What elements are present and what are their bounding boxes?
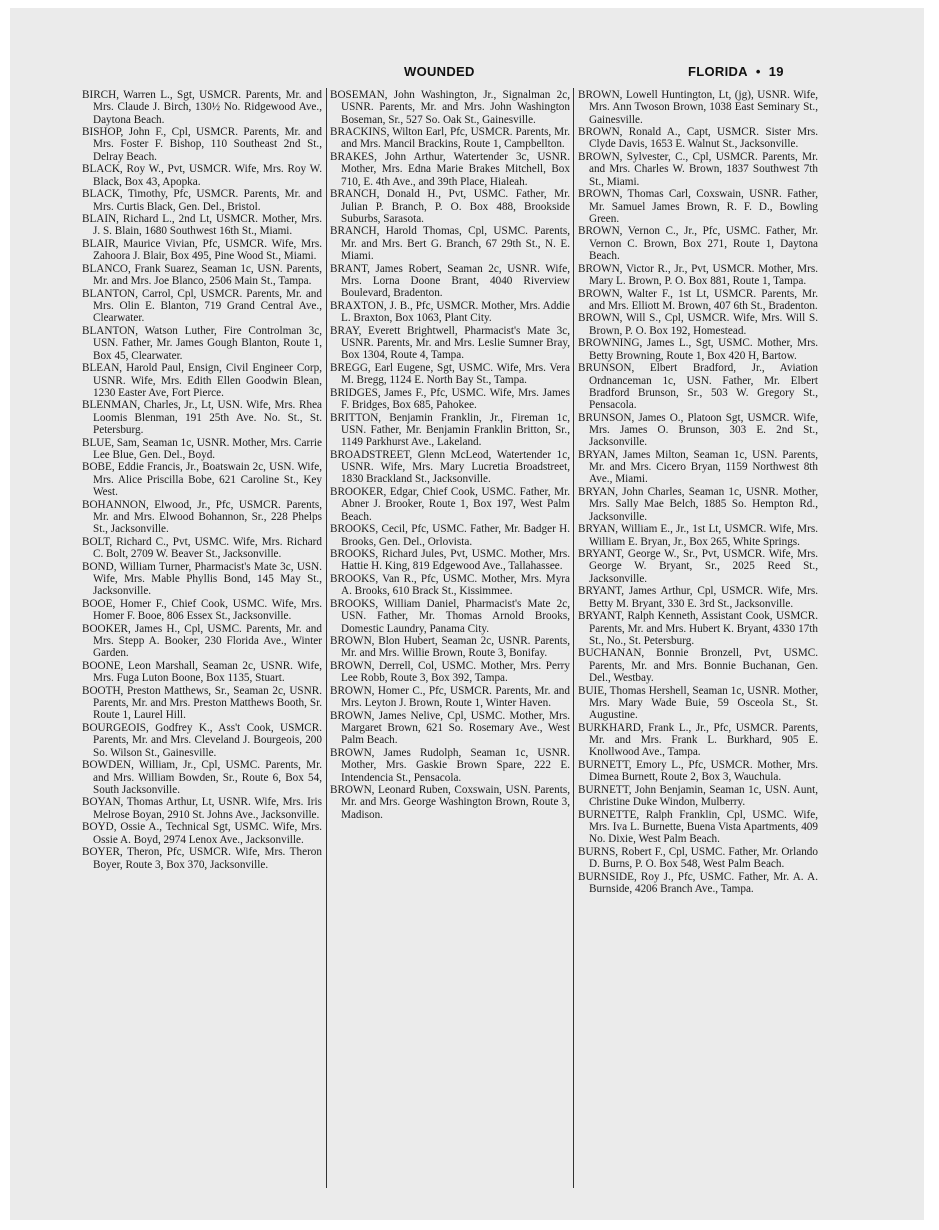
casualty-entry: BRAKES, John Arthur, Watertender 3c, USNR. Mother, Mrs. Edna Marie Brakes Mitchell, Box 710, E. 4th Ave., and 39th Place, Hialeah. bbox=[330, 151, 570, 188]
casualty-entry: BROWN, Victor R., Jr., Pvt, USMCR. Mother, Mrs. Mary L. Brown, P. O. Box 881, Route 1, Tampa. bbox=[578, 262, 818, 287]
casualty-entry: BOBE, Eddie Francis, Jr., Boatswain 2c, USN. Wife, Mrs. Alice Priscilla Bobe, 621 Caroline St., Key West. bbox=[82, 461, 322, 499]
casualty-entry: BROWN, Walter F., 1st Lt, USMCR. Parents, Mr. and Mrs. Elliott M. Brown, 407 6th St., Bradenton. bbox=[578, 287, 818, 312]
running-header bbox=[688, 64, 784, 79]
casualty-entry: BROADSTREET, Glenn McLeod, Watertender 1c, USNR. Wife, Mrs. Mary Lucretia Broadstreet, 1830 Brackland St., Jacksonville. bbox=[330, 448, 570, 486]
casualty-entry: BRYAN, James Milton, Seaman 1c, USN. Parents, Mr. and Mrs. Cicero Bryan, 1159 Northwest 8th Ave., Miami. bbox=[578, 448, 818, 486]
casualty-entry: BLACK, Roy W., Pvt, USMCR. Wife, Mrs. Roy W. Black, Box 43, Apopka. bbox=[82, 163, 322, 188]
casualty-entry: BLANTON, Watson Luther, Fire Controlman 3c, USN. Father, Mr. James Gough Blanton, Route 1, Box 45, Clearwater. bbox=[82, 325, 322, 362]
casualty-entry: BOONE, Leon Marshall, Seaman 2c, USNR. Wife, Mrs. Fuga Luton Boone, Box 1135, Stuart. bbox=[82, 660, 322, 685]
casualty-entry: BOOKER, James H., Cpl, USMC. Parents, Mr. and Mrs. Stepp A. Booker, 230 Florida Ave., Winter Garden. bbox=[82, 622, 322, 660]
casualty-entry: BURNSIDE, Roy J., Pfc, USMC. Father, Mr. A. A. Burnside, 4206 Branch Ave., Tampa. bbox=[578, 870, 818, 896]
casualty-entry: BOYAN, Thomas Arthur, Lt, USNR. Wife, Mrs. Iris Melrose Boyan, 2910 St. Johns Ave., Jacksonville. bbox=[82, 796, 322, 821]
casualty-entry: BROWN, Leonard Ruben, Coxswain, USN. Parents, Mr. and Mrs. George Washington Brown, Route 3, Madison. bbox=[330, 784, 570, 821]
casualty-entry: BRYANT, George W., Sr., Pvt, USMCR. Wife, Mrs. George W. Bryant, Sr., 2025 Reed St., Jacksonville. bbox=[578, 548, 818, 585]
casualty-entry: BOYD, Ossie A., Technical Sgt, USMC. Wife, Mrs. Ossie A. Boyd, 2974 Lenox Ave., Jacksonville. bbox=[82, 821, 322, 846]
casualty-entry: BRYANT, James Arthur, Cpl, USMCR. Wife, Mrs. Betty M. Bryant, 330 E. 3rd St., Jacksonville. bbox=[578, 585, 818, 610]
casualty-entry: BLANTON, Carrol, Cpl, USMCR. Parents, Mr. and Mrs. Olin E. Blanton, 719 Grand Central Ave., Clearwater. bbox=[82, 287, 322, 325]
casualty-entry: BOLT, Richard C., Pvt, USMC. Wife, Mrs. Richard C. Bolt, 2709 W. Beaver St., Jacksonville. bbox=[82, 535, 322, 561]
casualty-entry: BROWN, Will S., Cpl, USMCR. Wife, Mrs. Will S. Brown, P. O. Box 192, Homestead. bbox=[578, 312, 818, 337]
casualty-entry: BRUNSON, Elbert Bradford, Jr., Aviation Ordnanceman 1c, USN. Father, Mr. Elbert Bradford Brunson, Sr., 503 W. Gregory St., Pensacola. bbox=[578, 362, 818, 412]
section-heading: WOUNDED bbox=[404, 64, 475, 79]
casualty-entry: BOWDEN, William, Jr., Cpl, USMC. Parents, Mr. and Mrs. William Bowden, Sr., Route 6, Box 54, South Jacksonville. bbox=[82, 759, 322, 796]
casualty-entry: BUIE, Thomas Hershell, Seaman 1c, USNR. Mother, Mrs. Mary Wade Buie, 59 Osceola St., St. Augustine. bbox=[578, 684, 818, 722]
casualty-entry: BROWN, James Rudolph, Seaman 1c, USNR. Mother, Mrs. Gaskie Brown Spare, 222 E. Intendencia St., Pensacola. bbox=[330, 746, 570, 784]
casualty-entry: BOND, William Turner, Pharmacist's Mate 3c, USN. Wife, Mrs. Mable Phyllis Bond, 145 May St., Jacksonville. bbox=[82, 560, 322, 598]
casualty-entry: BROOKS, William Daniel, Pharmacist's Mate 2c, USN. Father, Mr. Thomas Arnold Brooks, Domestic Laundry, Panama City. bbox=[330, 597, 570, 635]
casualty-entry: BREGG, Earl Eugene, Sgt, USMC. Wife, Mrs. Vera M. Bregg, 1124 E. North Bay St., Tampa. bbox=[330, 361, 570, 387]
casualty-entry: BOOE, Homer F., Chief Cook, USMC. Wife, Mrs. Homer F. Booe, 806 Essex St., Jacksonville. bbox=[82, 597, 322, 623]
state-name: FLORIDA bbox=[688, 64, 748, 79]
casualty-entry: BRANT, James Robert, Seaman 2c, USNR. Wife, Mrs. Lorna Doone Brant, 4040 Riverview Boulevard, Bradenton. bbox=[330, 262, 570, 300]
casualty-entry: BLEAN, Harold Paul, Ensign, Civil Engineer Corp, USNR. Wife, Mrs. Edith Ellen Goodwin Blean, 1230 Easter Ave, Fort Pierce. bbox=[82, 362, 322, 399]
casualty-entry: BISHOP, John F., Cpl, USMCR. Parents, Mr. and Mrs. Foster F. Bishop, 110 Southeast 2nd St., Delray Beach. bbox=[82, 126, 322, 163]
casualty-entry: BOSEMAN, John Washington, Jr., Signalman 2c, USNR. Parents, Mr. and Mrs. John Washington Boseman, Sr., 527 So. Oak St., Gainesville. bbox=[330, 89, 570, 126]
casualty-entry: BROOKS, Richard Jules, Pvt, USMC. Mother, Mrs. Hattie H. King, 819 Edgewood Ave., Tallahassee. bbox=[330, 548, 570, 573]
casualty-entry: BIRCH, Warren L., Sgt, USMCR. Parents, Mr. and Mrs. Claude J. Birch, 130½ No. Ridgewood Ave., Daytona Beach. bbox=[82, 89, 322, 126]
casualty-entry: BRITTON, Benjamin Franklin, Jr., Fireman 1c, USN. Father, Mr. Benjamin Franklin Britton, Sr., 1149 Parkhurst Ave., Lakeland. bbox=[330, 411, 570, 449]
casualty-entry: BROWN, Lowell Huntington, Lt, (jg), USNR. Wife, Mrs. Ann Twoson Brown, 1038 East Seminary St., Gainesville. bbox=[578, 89, 818, 126]
column-divider bbox=[573, 88, 574, 1188]
bullet-separator: • bbox=[755, 64, 761, 79]
casualty-entry: BROOKS, Cecil, Pfc, USMC. Father, Mr. Badger H. Brooks, Gen. Del., Orlovista. bbox=[330, 523, 570, 548]
casualty-entry: BRUNSON, James O., Platoon Sgt, USMCR. Wife, Mrs. James O. Brunson, 303 E. 2nd St., Jacksonville. bbox=[578, 411, 818, 449]
casualty-entry: BUCHANAN, Bonnie Bronzell, Pvt, USMC. Parents, Mr. and Mrs. Bonnie Buchanan, Gen. Del., Westbay. bbox=[578, 647, 818, 684]
casualty-entry: BROWN, Blon Hubert, Seaman 2c, USNR. Parents, Mr. and Mrs. Willie Brown, Route 3, Bonifay. bbox=[330, 635, 570, 660]
casualty-entry: BURNETT, Emory L., Pfc, USMCR. Mother, Mrs. Dimea Burnett, Route 2, Box 3, Wauchula. bbox=[578, 758, 818, 784]
casualty-entry: BLANCO, Frank Suarez, Seaman 1c, USN. Parents, Mr. and Mrs. Joe Blanco, 2506 Main St., Tampa. bbox=[82, 262, 322, 288]
casualty-entry: BRIDGES, James F., Pfc, USMC. Wife, Mrs. James F. Bridges, Box 685, Pahokee. bbox=[330, 386, 570, 412]
casualty-entry: BRACKINS, Wilton Earl, Pfc, USMCR. Parents, Mr. and Mrs. Mancil Brackins, Route 1, Campbellton. bbox=[330, 126, 570, 151]
document-page bbox=[10, 8, 924, 1220]
casualty-entry: BRANCH, Harold Thomas, Cpl, USMC. Parents, Mr. and Mrs. Bert G. Branch, 67 29th St., N. E. Miami. bbox=[330, 225, 570, 263]
casualty-entry: BROWN, Homer C., Pfc, USMCR. Parents, Mr. and Mrs. Leyton J. Brown, Route 1, Winter Haven. bbox=[330, 684, 570, 710]
casualty-entry: BRANCH, Donald H., Pvt, USMC. Father, Mr. Julian P. Branch, P. O. Box 488, Brookside Suburbs, Sarasota. bbox=[330, 188, 570, 225]
casualty-entry: BROWN, Vernon C., Jr., Pfc, USMC. Father, Mr. Vernon C. Brown, Box 271, Route 1, Daytona Beach. bbox=[578, 225, 818, 263]
casualty-entry: BURNETTE, Ralph Franklin, Cpl, USMC. Wife, Mrs. Iva L. Burnette, Buena Vista Apartments, 409 No. Dixie, West Palm Beach. bbox=[578, 808, 818, 846]
casualty-entry: BRAY, Everett Brightwell, Pharmacist's Mate 3c, USNR. Parents, Mr. and Mrs. Leslie Sumner Bray, Box 1304, Route 4, Tampa. bbox=[330, 324, 570, 362]
casualty-entry: BROOKER, Edgar, Chief Cook, USMC. Father, Mr. Abner J. Brooker, Route 1, Box 197, West Palm Beach. bbox=[330, 486, 570, 523]
casualty-entry: BURNETT, John Benjamin, Seaman 1c, USN. Aunt, Christine Duke Windon, Mulberry. bbox=[578, 783, 818, 809]
column-2 bbox=[330, 89, 570, 821]
column-1 bbox=[82, 89, 322, 871]
casualty-entry: BROWNING, James L., Sgt, USMC. Mother, Mrs. Betty Browning, Route 1, Box 420 H, Bartow. bbox=[578, 337, 818, 362]
casualty-entry: BLENMAN, Charles, Jr., Lt, USN. Wife, Mrs. Rhea Loomis Blenman, 191 25th Ave. No. St., St. Petersburg. bbox=[82, 399, 322, 436]
casualty-entry: BURNS, Robert F., Cpl, USMC. Father, Mr. Orlando D. Burns, P. O. Box 548, West Palm Beach. bbox=[578, 845, 818, 871]
page-number: 19 bbox=[768, 64, 784, 79]
casualty-entry: BROWN, James Nelive, Cpl, USMC. Mother, Mrs. Margaret Brown, 621 So. Rosemary Ave., West Palm Beach. bbox=[330, 709, 570, 747]
casualty-entry: BOYER, Theron, Pfc, USMCR. Wife, Mrs. Theron Boyer, Route 3, Box 370, Jacksonville. bbox=[82, 846, 322, 871]
casualty-entry: BURKHARD, Frank L., Jr., Pfc, USMCR. Parents, Mr. and Mrs. Frank L. Burkhard, 905 E. Knollwood Ave., Tampa. bbox=[578, 721, 818, 759]
casualty-entry: BOURGEOIS, Godfrey K., Ass't Cook, USMCR. Parents, Mr. and Mrs. Cleveland J. Bourgeois, 200 So. Wilson St., Gainesville. bbox=[82, 722, 322, 759]
casualty-entry: BLUE, Sam, Seaman 1c, USNR. Mother, Mrs. Carrie Lee Blue, Gen. Del., Boyd. bbox=[82, 436, 322, 461]
casualty-entry: BLAIR, Maurice Vivian, Pfc, USMCR. Wife, Mrs. Zahoora J. Blair, Box 495, Pine Wood St., Miami. bbox=[82, 238, 322, 263]
casualty-entry: BRYAN, William E., Jr., 1st Lt, USMCR. Wife, Mrs. William E. Bryan, Jr., Box 265, White Springs. bbox=[578, 523, 818, 548]
casualty-entry: BLAIN, Richard L., 2nd Lt, USMCR. Mother, Mrs. J. S. Blain, 1680 Southwest 16th St., Miami. bbox=[82, 213, 322, 238]
casualty-entry: BROWN, Ronald A., Capt, USMCR. Sister Mrs. Clyde Davis, 1653 E. Walnut St., Jacksonville. bbox=[578, 126, 818, 151]
casualty-entry: BRYAN, John Charles, Seaman 1c, USNR. Mother, Mrs. Sally Mae Belch, 1885 So. Hempton Rd., Jacksonville. bbox=[578, 486, 818, 523]
casualty-entry: BROOKS, Van R., Pfc, USMC. Mother, Mrs. Myra A. Brooks, 610 Brack St., Kissimmee. bbox=[330, 573, 570, 598]
column-divider bbox=[326, 88, 327, 1188]
casualty-entry: BROWN, Thomas Carl, Coxswain, USNR. Father, Mr. Samuel James Brown, R. F. D., Bowling Green. bbox=[578, 188, 818, 225]
casualty-entry: BROWN, Sylvester, C., Cpl, USMCR. Parents, Mr. and Mrs. Charles W. Brown, 1837 Southwest 7th St., Miami. bbox=[578, 151, 818, 188]
casualty-entry: BRAXTON, J. B., Pfc, USMCR. Mother, Mrs. Addie L. Braxton, Box 1063, Plant City. bbox=[330, 299, 570, 325]
casualty-entry: BROWN, Derrell, Col, USMC. Mother, Mrs. Perry Lee Robb, Route 3, Box 392, Tampa. bbox=[330, 660, 570, 685]
casualty-entry: BRYANT, Ralph Kenneth, Assistant Cook, USMCR. Parents, Mr. and Mrs. Hubert K. Bryant, 4330 17th St., No., St. Petersburg. bbox=[578, 610, 818, 647]
casualty-entry: BOHANNON, Elwood, Jr., Pfc, USMCR. Parents, Mr. and Mrs. Elwood Bohannon, Sr., 228 Phelps St., Jacksonville. bbox=[82, 498, 322, 536]
casualty-entry: BOOTH, Preston Matthews, Sr., Seaman 2c, USNR. Parents, Mr. and Mrs. Preston Matthews Booth, Sr. Route 1, Laurel Hill. bbox=[82, 684, 322, 722]
casualty-entry: BLACK, Timothy, Pfc, USMCR. Parents, Mr. and Mrs. Curtis Black, Gen. Del., Bristol. bbox=[82, 188, 322, 213]
column-3 bbox=[578, 89, 818, 896]
